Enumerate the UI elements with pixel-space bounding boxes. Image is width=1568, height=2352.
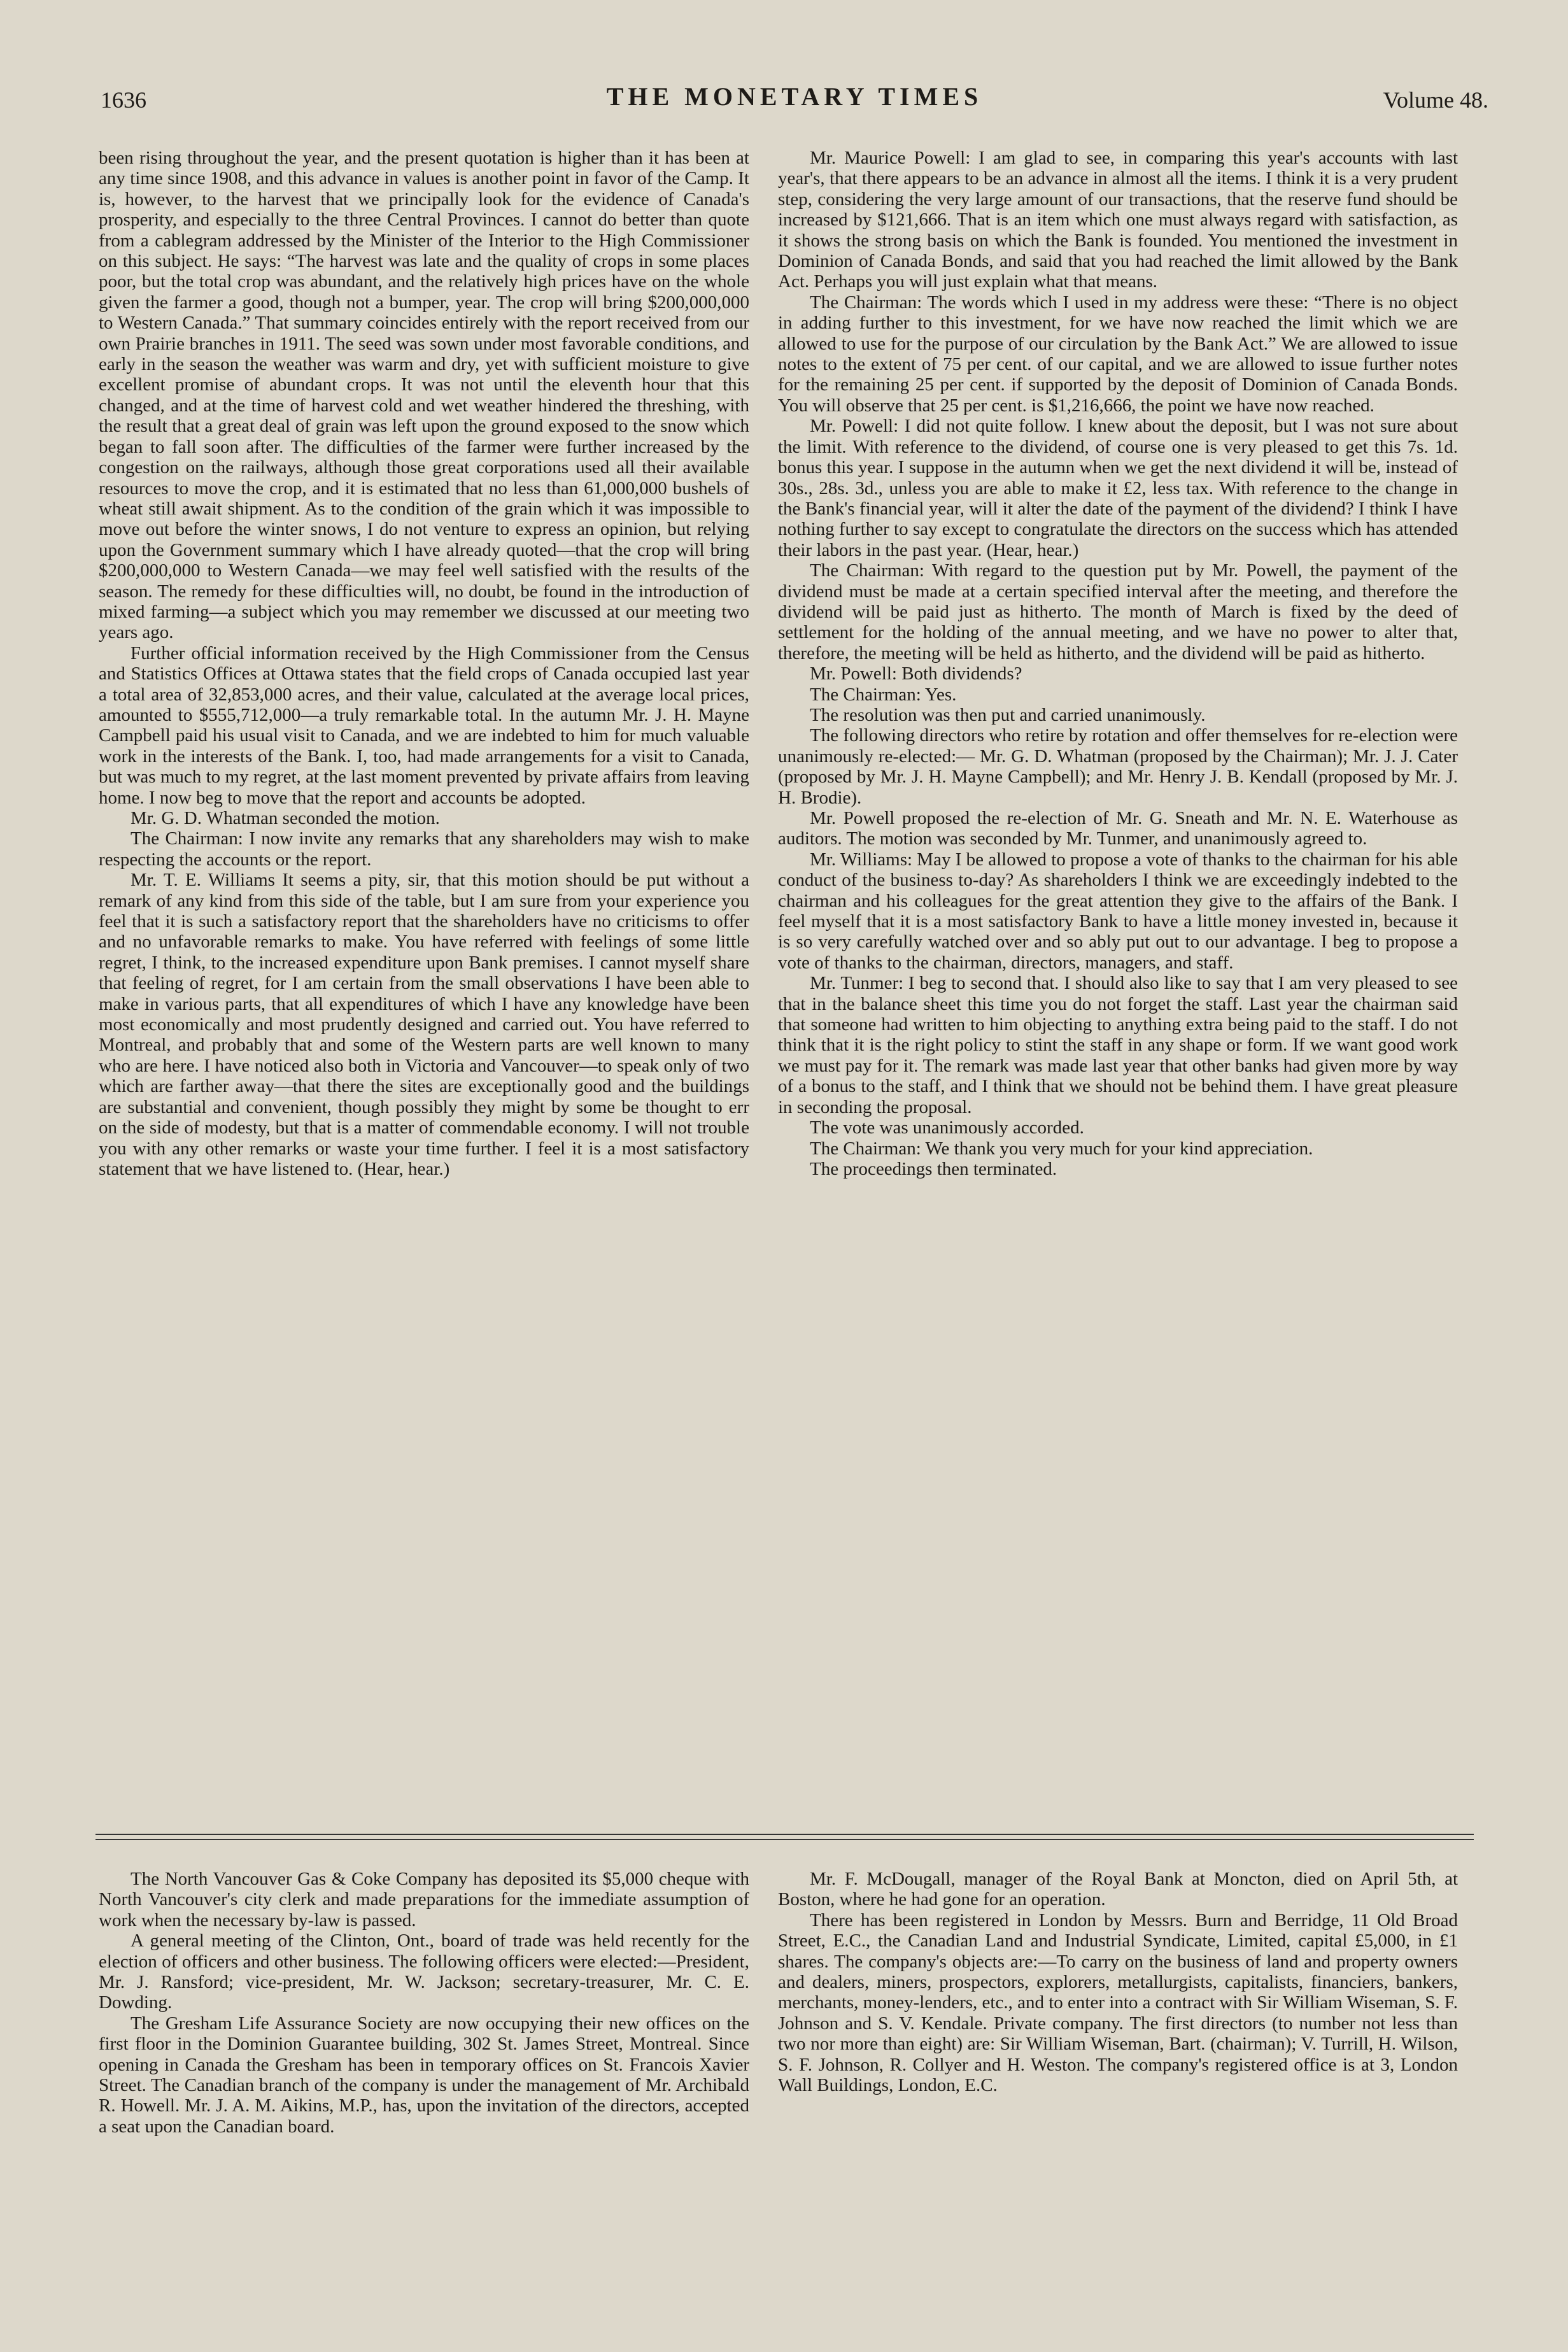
- paragraph: Mr. T. E. Williams It seems a pity, sir, that this motion should be put without a remark of any kind from this side of the table, but I am sure from your experience you feel that it is such a satisfactory report that the shareholders have no criticisms to offer and no unfavorable remarks to make. You have referred with feelings of some little regret, I think, to the increased expenditure upon Bank premises. I cannot myself share that feeling of regret, for I am certain from the small observations I have been able to make in various parts, that all expenditures of which I have any knowledge have been most economically and most prudently designed and carried out. You have referred to Montreal, and probably that and some of the Western parts are well known to many who are here. I have noticed also both in Victoria and Vancouver—to speak only of two which are farther away—that there the sites are exceptionally good and the buildings are substantial and convenient, though possibly they might by some be thought to err on the side of modesty, but that is a matter of commendable economy. I will not trouble you with any other remarks or waste your time further. I feel it is a most satisfactory statement that we have listened to. (Hear, hear.): [99, 870, 749, 1179]
- paragraph: The Chairman: I now invite any remarks that any shareholders may wish to make respecting the accounts or the report.: [99, 828, 749, 870]
- paragraph: Mr. G. D. Whatman seconded the motion.: [131, 808, 440, 828]
- paragraph: Mr. Powell proposed the re-election of Mr. G. Sneath and Mr. N. E. Waterhouse as auditors. The motion was seconded by Mr. Tunmer, and unanimously agreed to.: [778, 808, 1458, 849]
- column-bottom-right: [778, 1869, 1458, 2095]
- column-bottom-left: [99, 1869, 749, 2137]
- section-divider-rule: [95, 1839, 1474, 1840]
- paragraph: Mr. Tunmer: I beg to second that. I should also like to say that I am very pleased to see that in the balance sheet this time you do not forget the staff. Last year the chairman said that someone had written to him objecting to anything extra being paid to the staff. I do not think that it is the right policy to stint the staff in any shape or form. If we want good work we must pay for it. The remark was made last year that other banks had given more by way of a bonus to the staff, and I think that we should not be behind them. I have great pleasure in seconding the proposal.: [778, 973, 1458, 1117]
- paragraph: Mr. Powell: Both dividends?: [810, 663, 1022, 684]
- paragraph: The Chairman: Yes.: [810, 684, 957, 705]
- volume-label: Volume 48.: [1383, 87, 1488, 113]
- page-header: [101, 81, 1488, 126]
- column-top-left: [99, 148, 749, 1179]
- paragraph: been rising throughout the year, and the present quotation is higher than it has been at any time since 1908, and this advance in values is another point in favor of the Camp. It is, however, to the harvest that we principally look for the evidence of Canada's prosperity, and especially to the three Central Provinces. I cannot do better than quote from a cablegram addressed by the Minister of the Interior to the High Commissioner on this subject. He says: “The harvest was late and the quality of crops in some places poor, but the total crop was abundant, and the relatively high prices have on the whole given the farmer a good, though not a bumper, year. The crop will bring $200,000,000 to Western Canada.” That summary coincides entirely with the report received from our own Prairie branches in 1911. The seed was sown under most favorable conditions, and early in the season the weather was warm and dry, yet with sufficient moisture to give excellent promise of abundant crops. It was not until the eleventh hour that this changed, and at the time of harvest cold and wet weather hindered the threshing, with the result that a great deal of grain was left upon the ground exposed to the snow which began to fall soon after. The difficulties of the farmer were further increased by the congestion on the railways, although those great corporations used all their available resources to move the crop, and it is estimated that no less than 61,000,000 bushels of wheat still await shipment. As to the condition of the grain which it was impossible to move out before the winter snows, I do not venture to express an opinion, but relying upon the Government summary which I have already quoted—that the crop will bring $200,000,000 to Western Canada—we may feel well satisfied with the results of the season. The remedy for these difficulties will, no doubt, be found in the introduction of mixed farming—a subject which you may remember we discussed at our meeting two years ago.: [99, 148, 749, 643]
- paragraph: The Chairman: The words which I used in my address were these: “There is no object in adding further to this investment, for we have now reached the limit which we are allowed to use for the purpose of our circulation by the Bank Act.” We are allowed to issue notes to the extent of 75 per cent. of our capital, and we are allowed to issue further notes for the remaining 25 per cent. if supported by the deposit of Dominion of Canada Bonds. You will observe that 25 per cent. is $1,216,666, the point we have now reached.: [778, 292, 1458, 416]
- news-item: Mr. F. McDougall, manager of the Royal Bank at Moncton, died on April 5th, at Boston, where he had gone for an operation.: [778, 1869, 1458, 1910]
- paragraph: Mr. Williams: May I be allowed to propose a vote of thanks to the chairman for his able conduct of the business to-day? As shareholders I think we are exceedingly indebted to the chairman and his colleagues for the great attention they give to the affairs of the Bank. I feel myself that it is a most satisfactory Bank to have a little money invested in, because it is so very carefully watched over and so ably put out to our advantage. I beg to propose a vote of thanks to the chairman, directors, managers, and staff.: [778, 849, 1458, 973]
- paragraph: The proceedings then terminated.: [810, 1158, 1057, 1179]
- paragraph: Further official information received by the High Commissioner from the Census and Statistics Offices at Ottawa states that the field crops of Canada occupied last year a total area of 32,853,000 acres, and their value, calculated at the average local prices, amounted to $555,712,000—a truly remarkable total. In the autumn Mr. J. H. Mayne Campbell paid his usual visit to Canada, and we are indebted to him for much valuable work in the interests of the Bank. I, too, had made arrangements for a visit to Canada, but was much to my regret, at the last moment prevented by private affairs from leaving home. I now beg to move that the report and accounts be adopted.: [99, 642, 749, 808]
- page-number: 1636: [101, 87, 146, 113]
- paragraph: The resolution was then put and carried unanimously.: [810, 704, 1206, 725]
- news-item: There has been registered in London by Messrs. Burn and Berridge, 11 Old Broad Street, E.C., the Canadian Land and Industrial Syndicate, Limited, capital £5,000, in £1 shares. The company's objects are:—To carry on the business of land and property owners and dealers, miners, prospectors, explorers, metallurgists, capitalists, financiers, bankers, merchants, money-lenders, etc., and to enter into a contract with Sir William Wiseman, S. F. Johnson and S. V. Kendale. Private company. The first directors (to number not less than two nor more than eight) are: Sir William Wiseman, Bart. (chairman); V. Turrill, H. Wilson, S. F. Johnson, R. Collyer and H. Weston. The company's registered office is at 3, London Wall Buildings, London, E.C.: [778, 1909, 1458, 2096]
- news-item: The North Vancouver Gas & Coke Company has deposited its $5,000 cheque with North Vancouver's city clerk and made preparations for the immediate assumption of work when the necessary by-law is passed.: [99, 1869, 749, 1930]
- paragraph: Mr. Powell: I did not quite follow. I knew about the deposit, but I was not sure about the limit. With reference to the dividend, of course one is very pleased to get this 7s. 1d. bonus this year. I suppose in the autumn when we get the next dividend it will be, instead of 30s., 28s. 3d., unless you are able to make it £2, less tax. With reference to the change in the Bank's financial year, will it alter the date of the payment of the dividend? I think I have nothing further to say except to congratulate the directors on the success which has attended their labors in the past year. (Hear, hear.): [778, 416, 1458, 560]
- section-divider-rule: [95, 1834, 1474, 1835]
- publication-title: THE MONETARY TIMES: [606, 82, 983, 111]
- column-top-right: [778, 148, 1458, 1179]
- paragraph: The following directors who retire by rotation and offer themselves for re-election were unanimously re-elected:— Mr. G. D. Whatman (proposed by the Chairman); Mr. J. J. Cater (proposed by Mr. J. H. Mayne Campbell); and Mr. Henry J. B. Kendall (proposed by Mr. J. H. Brodie).: [778, 725, 1458, 808]
- paragraph: The Chairman: With regard to the question put by Mr. Powell, the payment of the dividend must be made at a certain specified interval after the meeting, and therefore the dividend will be paid just as hitherto. The month of March is fixed by the deed of settlement for the holding of the annual meeting, and we have no power to alter that, therefore, the meeting will be held as hitherto, and the dividend will be paid as hitherto.: [778, 560, 1458, 663]
- paragraph: The vote was unanimously accorded.: [810, 1117, 1084, 1138]
- news-item: A general meeting of the Clinton, Ont., board of trade was held recently for the election of officers and other business. The following officers were elected:—President, Mr. J. Ransford; vice-president, Mr. W. Jackson; secretary-treasurer, Mr. C. E. Dowding.: [99, 1930, 749, 2013]
- news-item: The Gresham Life Assurance Society are now occupying their new offices on the first floor in the Dominion Guarantee building, 302 St. James Street, Montreal. Since opening in Canada the Gresham has been in temporary offices on St. Francois Xavier Street. The Canadian branch of the company is under the management of Mr. Archibald R. Howell. Mr. J. A. M. Aikins, M.P., has, upon the invitation of the directors, accepted a seat upon the Canadian board.: [99, 2013, 749, 2137]
- paragraph: Mr. Maurice Powell: I am glad to see, in comparing this year's accounts with last year's, that there appears to be an advance in almost all the items. I think it is a very prudent step, considering the very large amount of our transactions, that the reserve fund should be increased by $121,666. That is an item which one must always regard with satisfaction, as it shows the strong basis on which the Bank is founded. You mentioned the investment in Dominion of Canada Bonds, and said that you had reached the limit allowed by the Bank Act. Perhaps you will just explain what that means.: [778, 148, 1458, 292]
- paragraph: The Chairman: We thank you very much for your kind appreciation.: [810, 1138, 1313, 1159]
